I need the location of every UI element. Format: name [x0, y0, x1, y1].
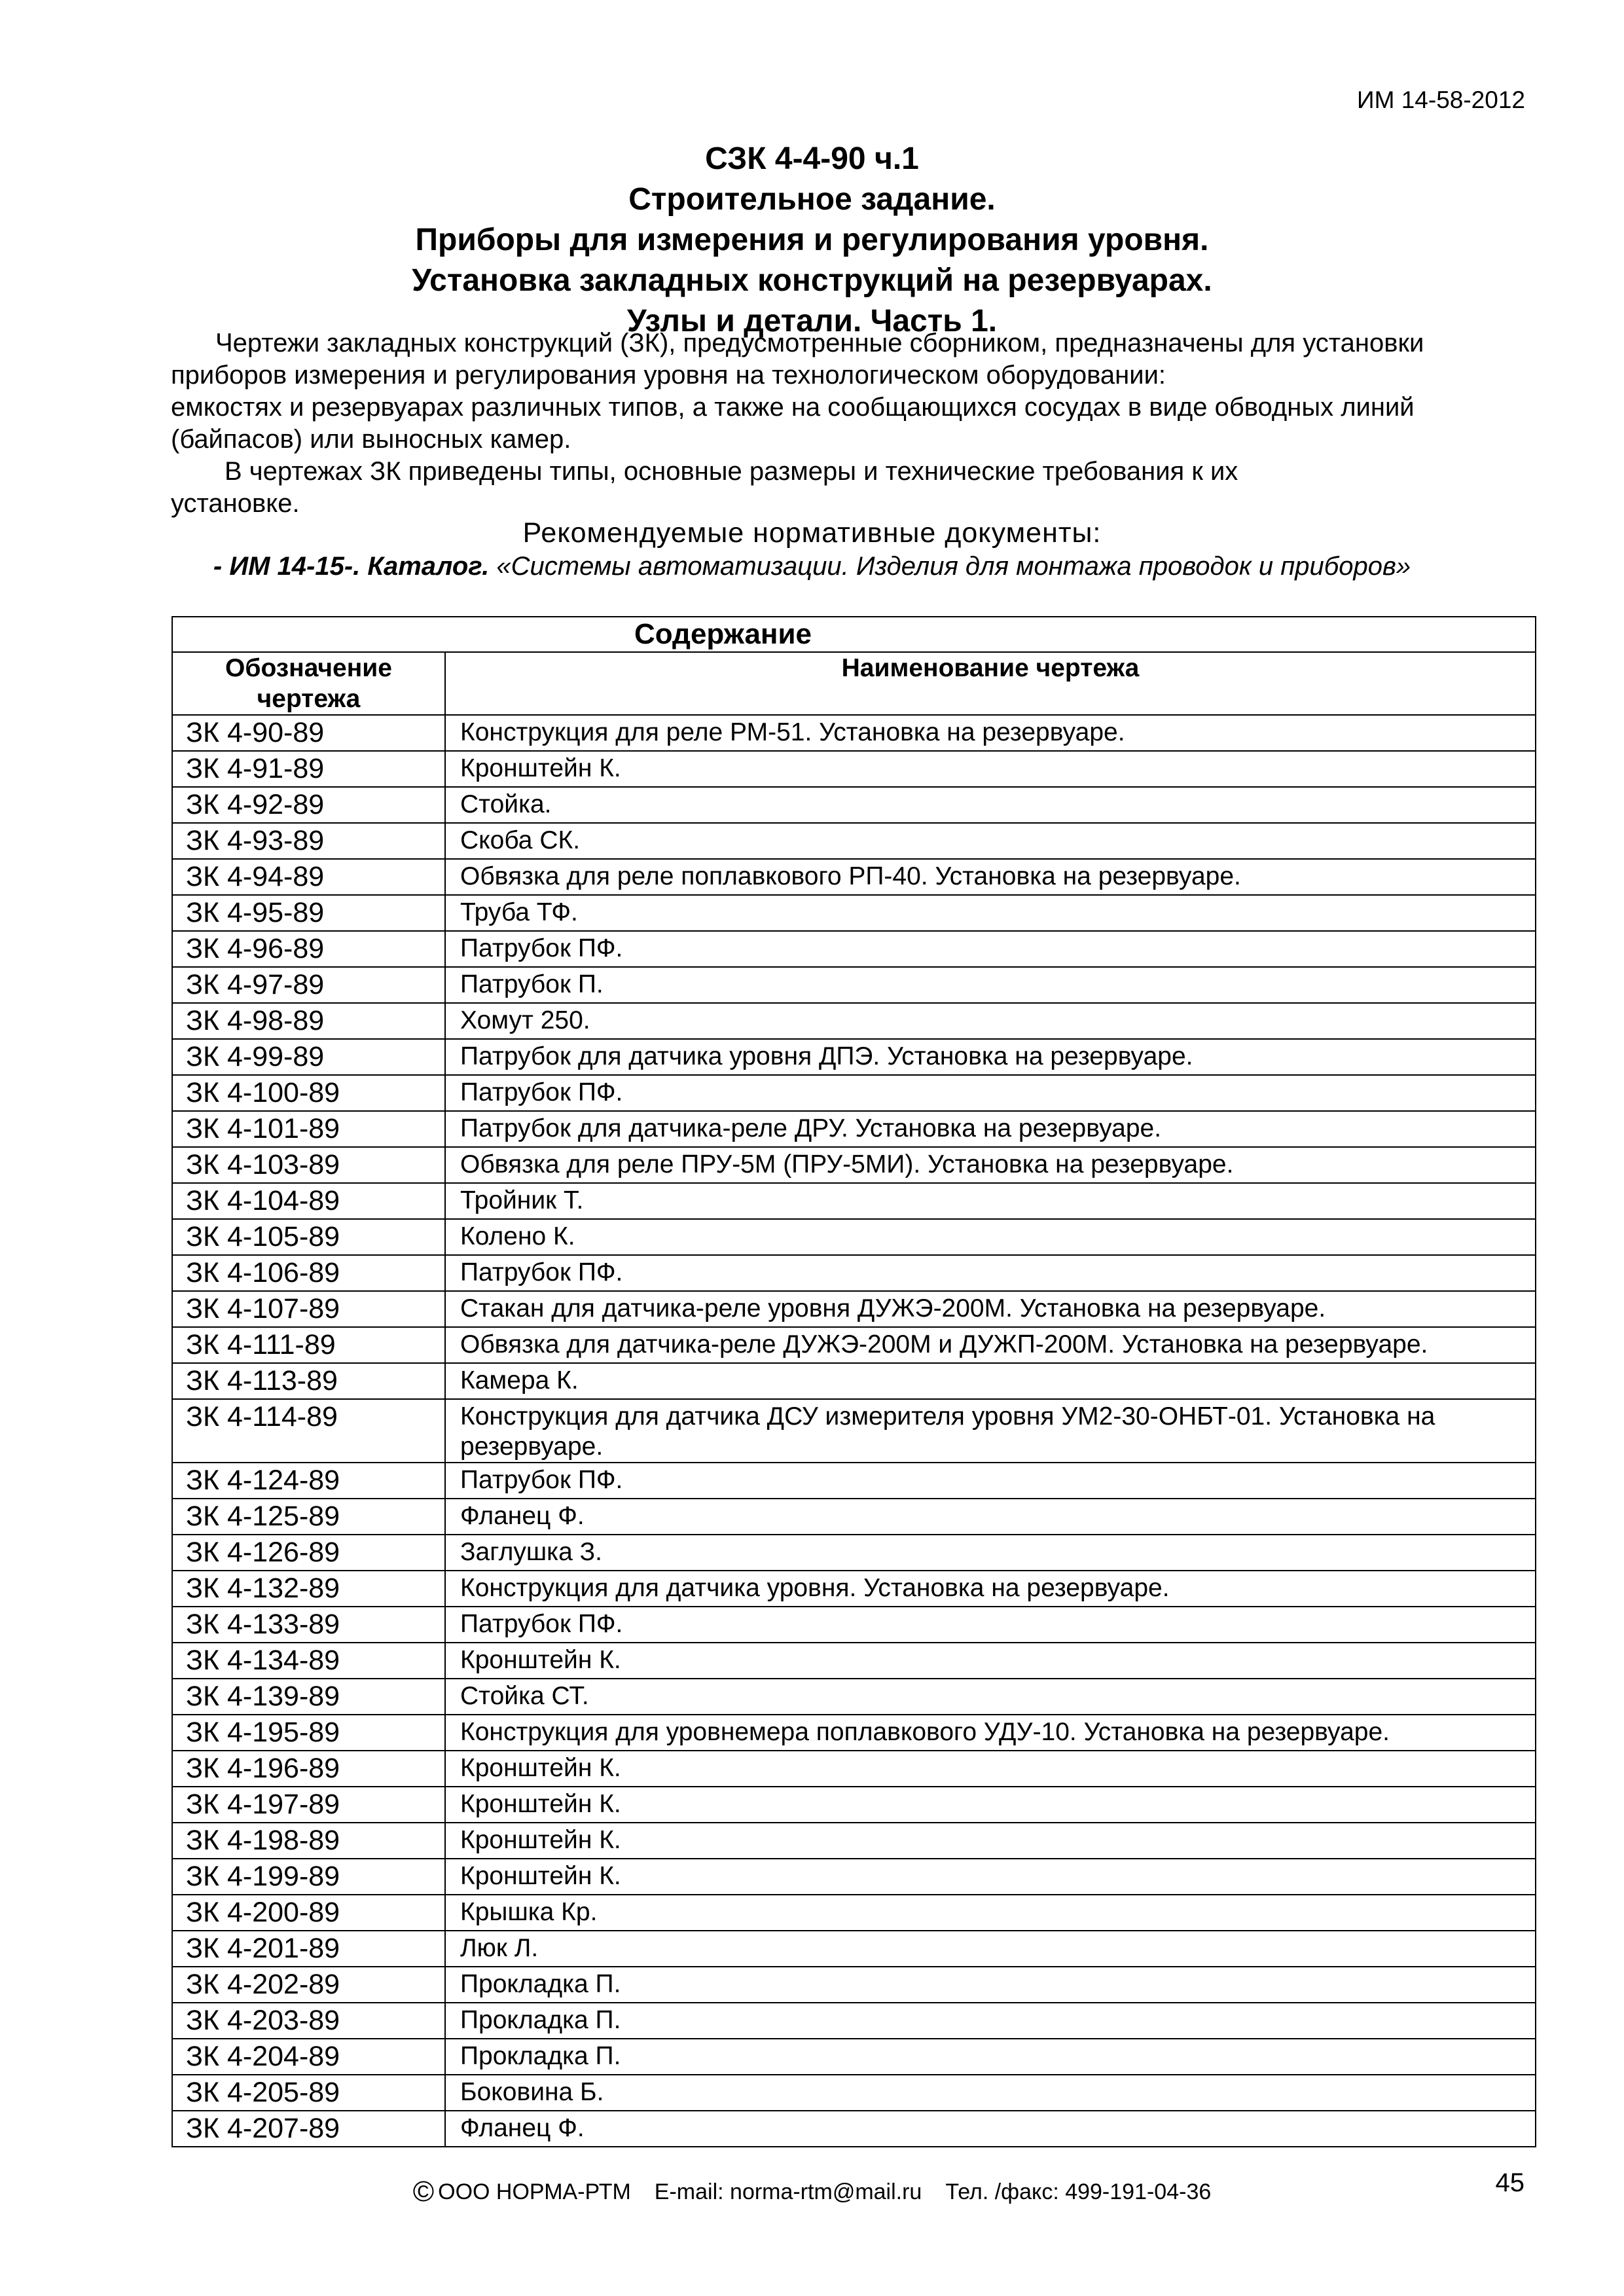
drawing-code: ЗК 4-207-89 — [172, 2111, 445, 2147]
table-row — [172, 1039, 1536, 1075]
drawing-code: ЗК 4-204-89 — [172, 2039, 445, 2075]
drawing-name: Фланец Ф. — [445, 2111, 1536, 2147]
table-caption — [172, 617, 1536, 652]
drawing-name: Конструкция для реле РМ-51. Установка на резервуаре. — [445, 715, 1536, 751]
table-row — [172, 2111, 1536, 2147]
table-row — [172, 2075, 1536, 2111]
table-row — [172, 2039, 1536, 2075]
intro-line: емкостях и резервуарах различных типов, а также на сообщающихся сосудах в виде обводных линий — [171, 393, 1415, 422]
drawing-name: Скоба СК. — [445, 823, 1536, 859]
table-row — [172, 1931, 1536, 1967]
table-row — [172, 1967, 1536, 2003]
drawing-code: ЗК 4-126-89 — [172, 1535, 445, 1571]
drawing-name: Патрубок ПФ. — [445, 1607, 1536, 1643]
drawing-name: Заглушка З. — [445, 1535, 1536, 1571]
drawing-code: ЗК 4-91-89 — [172, 751, 445, 787]
intro-line: (байпасов) или выносных камер. — [171, 425, 571, 454]
drawing-name: Боковина Б. — [445, 2075, 1536, 2111]
drawing-code: ЗК 4-94-89 — [172, 859, 445, 895]
recommended-document — [0, 552, 1624, 581]
drawing-code: ЗК 4-198-89 — [172, 1823, 445, 1859]
drawing-name: Патрубок ПФ. — [445, 931, 1536, 967]
drawing-name: Стойка СТ. — [445, 1679, 1536, 1715]
drawing-code: ЗК 4-114-89 — [172, 1399, 445, 1463]
drawing-name: Тройник Т. — [445, 1183, 1536, 1219]
table-row — [172, 931, 1536, 967]
table-row — [172, 967, 1536, 1003]
table-row — [172, 823, 1536, 859]
table-row — [172, 1823, 1536, 1859]
table-row — [172, 787, 1536, 823]
drawing-code: ЗК 4-125-89 — [172, 1499, 445, 1535]
drawing-code: ЗК 4-200-89 — [172, 1895, 445, 1931]
table-row — [172, 1751, 1536, 1787]
drawing-name: Стакан для датчика-реле уровня ДУЖЭ-200М. Установка на резервуаре. — [445, 1291, 1536, 1327]
drawing-code: ЗК 4-111-89 — [172, 1327, 445, 1363]
table-caption-text: Содержание — [634, 618, 812, 650]
drawing-name: Конструкция для датчика уровня. Установка на резервуаре. — [445, 1571, 1536, 1607]
drawing-name: Конструкция для уровнемера поплавкового УДУ-10. Установка на резервуаре. — [445, 1715, 1536, 1751]
table-body — [172, 715, 1536, 2147]
table-row — [172, 1111, 1536, 1147]
drawing-code: ЗК 4-106-89 — [172, 1255, 445, 1291]
table-row — [172, 1463, 1536, 1499]
table-row — [172, 1327, 1536, 1363]
column-header-name: Наименование чертежа — [445, 652, 1536, 715]
drawing-name: Патрубок для датчика-реле ДРУ. Установка на резервуаре. — [445, 1111, 1536, 1147]
drawing-name: Прокладка П. — [445, 2003, 1536, 2039]
drawing-name: Стойка. — [445, 787, 1536, 823]
drawing-name: Конструкция для датчика ДСУ измерителя уровня УМ2-30-ОНБТ-01. Установка на резервуаре. — [445, 1399, 1536, 1463]
drawing-name: Люк Л. — [445, 1931, 1536, 1967]
drawing-code: ЗК 4-124-89 — [172, 1463, 445, 1499]
drawing-code: ЗК 4-199-89 — [172, 1859, 445, 1895]
drawing-code: ЗК 4-101-89 — [172, 1111, 445, 1147]
table-row — [172, 1715, 1536, 1751]
drawing-name: Колено К. — [445, 1219, 1536, 1255]
drawing-code: ЗК 4-197-89 — [172, 1787, 445, 1823]
title-line: Приборы для измерения и регулирования уровня. — [415, 223, 1209, 257]
table-row — [172, 1571, 1536, 1607]
drawing-code: ЗК 4-139-89 — [172, 1679, 445, 1715]
table-row — [172, 1255, 1536, 1291]
drawing-name: Патрубок П. — [445, 967, 1536, 1003]
footer — [0, 2174, 1624, 2206]
drawing-name: Обвязка для реле ПРУ-5М (ПРУ-5МИ). Установка на резервуаре. — [445, 1147, 1536, 1183]
table-row — [172, 1535, 1536, 1571]
drawing-code: ЗК 4-95-89 — [172, 895, 445, 931]
drawing-code: ЗК 4-96-89 — [172, 931, 445, 967]
drawing-code: ЗК 4-92-89 — [172, 787, 445, 823]
drawing-code: ЗК 4-105-89 — [172, 1219, 445, 1255]
table-row — [172, 1147, 1536, 1183]
table-row — [172, 1363, 1536, 1399]
table-row — [172, 859, 1536, 895]
drawing-name: Прокладка П. — [445, 2039, 1536, 2075]
drawing-code: ЗК 4-134-89 — [172, 1643, 445, 1679]
drawing-name: Патрубок ПФ. — [445, 1255, 1536, 1291]
drawing-name: Кронштейн К. — [445, 1823, 1536, 1859]
table-caption-row — [172, 617, 1536, 652]
table-row — [172, 2003, 1536, 2039]
title-line: Узлы и детали. Часть 1. — [626, 304, 998, 338]
document-code: ИМ 14-58-2012 — [1357, 86, 1525, 113]
table-row — [172, 1787, 1536, 1823]
table-row — [172, 895, 1536, 931]
drawing-code: ЗК 4-196-89 — [172, 1751, 445, 1787]
table-header-row — [172, 652, 1536, 715]
table-row — [172, 1219, 1536, 1255]
drawing-name: Кронштейн К. — [445, 751, 1536, 787]
drawing-code: ЗК 4-113-89 — [172, 1363, 445, 1399]
table-row — [172, 1895, 1536, 1931]
intro-line: установке. — [171, 489, 300, 518]
drawing-code: ЗК 4-103-89 — [172, 1147, 445, 1183]
drawing-name: Кронштейн К. — [445, 1643, 1536, 1679]
drawing-code: ЗК 4-99-89 — [172, 1039, 445, 1075]
footer-email: E-mail: norma-rtm@mail.ru — [654, 2179, 922, 2204]
table-row — [172, 1607, 1536, 1643]
intro-line: В чертежах ЗК приведены типы, основные размеры и технические требования к их — [225, 457, 1238, 486]
drawing-code: ЗК 4-98-89 — [172, 1003, 445, 1039]
intro-text — [171, 327, 1519, 520]
table-row — [172, 1859, 1536, 1895]
table-row — [172, 1679, 1536, 1715]
drawing-code: ЗК 4-201-89 — [172, 1931, 445, 1967]
drawing-name: Фланец Ф. — [445, 1499, 1536, 1535]
drawing-code: ЗК 4-104-89 — [172, 1183, 445, 1219]
recommended-heading: Рекомендуемые нормативные документы: — [522, 517, 1102, 549]
table-row — [172, 1183, 1536, 1219]
drawing-code: ЗК 4-203-89 — [172, 2003, 445, 2039]
drawing-code: ЗК 4-133-89 — [172, 1607, 445, 1643]
drawing-name: Прокладка П. — [445, 1967, 1536, 2003]
drawing-name: Патрубок ПФ. — [445, 1463, 1536, 1499]
table-row — [172, 751, 1536, 787]
drawing-name: Кронштейн К. — [445, 1859, 1536, 1895]
drawing-name: Обвязка для реле поплавкового РП-40. Установка на резервуаре. — [445, 859, 1536, 895]
title-line: СЗК 4-4-90 ч.1 — [705, 141, 919, 176]
recommended-doc-title: «Системы автоматизации. Изделия для монтажа проводок и приборов» — [489, 552, 1411, 581]
recommended-doc-code: - ИМ 14-15-. Каталог. — [213, 552, 490, 581]
footer-phone: Тел. /факс: 499-191-04-36 — [945, 2179, 1212, 2204]
table-row — [172, 715, 1536, 751]
page-number: 45 — [1495, 2168, 1525, 2197]
contents-table — [171, 616, 1536, 2147]
table-row — [172, 1291, 1536, 1327]
drawing-code: ЗК 4-132-89 — [172, 1571, 445, 1607]
drawing-name: Патрубок для датчика уровня ДПЭ. Установка на резервуаре. — [445, 1039, 1536, 1075]
title-line: Строительное задание. — [628, 182, 996, 217]
intro-line: Чертежи закладных конструкций (ЗК), предусмотренные сборником, предназначены для установки — [215, 329, 1424, 357]
drawing-code: ЗК 4-107-89 — [172, 1291, 445, 1327]
intro-line: приборов измерения и регулирования уровня на технологическом оборудовании: — [171, 361, 1166, 390]
drawing-code: ЗК 4-90-89 — [172, 715, 445, 751]
drawing-name: Хомут 250. — [445, 1003, 1536, 1039]
drawing-name: Кронштейн К. — [445, 1751, 1536, 1787]
drawing-name: Труба ТФ. — [445, 895, 1536, 931]
title-line: Установка закладных конструкций на резервуарах. — [412, 263, 1212, 298]
column-header-code: Обозначение чертежа — [172, 652, 445, 715]
drawing-code: ЗК 4-205-89 — [172, 2075, 445, 2111]
title-block — [0, 139, 1624, 342]
drawing-code: ЗК 4-93-89 — [172, 823, 445, 859]
drawing-code: ЗК 4-100-89 — [172, 1075, 445, 1111]
table-row — [172, 1003, 1536, 1039]
table-row — [172, 1499, 1536, 1535]
table-row — [172, 1075, 1536, 1111]
drawing-code: ЗК 4-97-89 — [172, 967, 445, 1003]
drawing-code: ЗК 4-202-89 — [172, 1967, 445, 2003]
drawing-name: Крышка Кр. — [445, 1895, 1536, 1931]
drawing-code: ЗК 4-195-89 — [172, 1715, 445, 1751]
copyright-icon: © — [412, 2176, 435, 2208]
drawing-name: Кронштейн К. — [445, 1787, 1536, 1823]
footer-company: ООО НОРМА-РТМ — [438, 2179, 631, 2204]
drawing-name: Камера К. — [445, 1363, 1536, 1399]
table-row — [172, 1399, 1536, 1463]
drawing-name: Обвязка для датчика-реле ДУЖЭ-200М и ДУЖП-200М. Установка на резервуаре. — [445, 1327, 1536, 1363]
drawing-name: Патрубок ПФ. — [445, 1075, 1536, 1111]
table-row — [172, 1643, 1536, 1679]
